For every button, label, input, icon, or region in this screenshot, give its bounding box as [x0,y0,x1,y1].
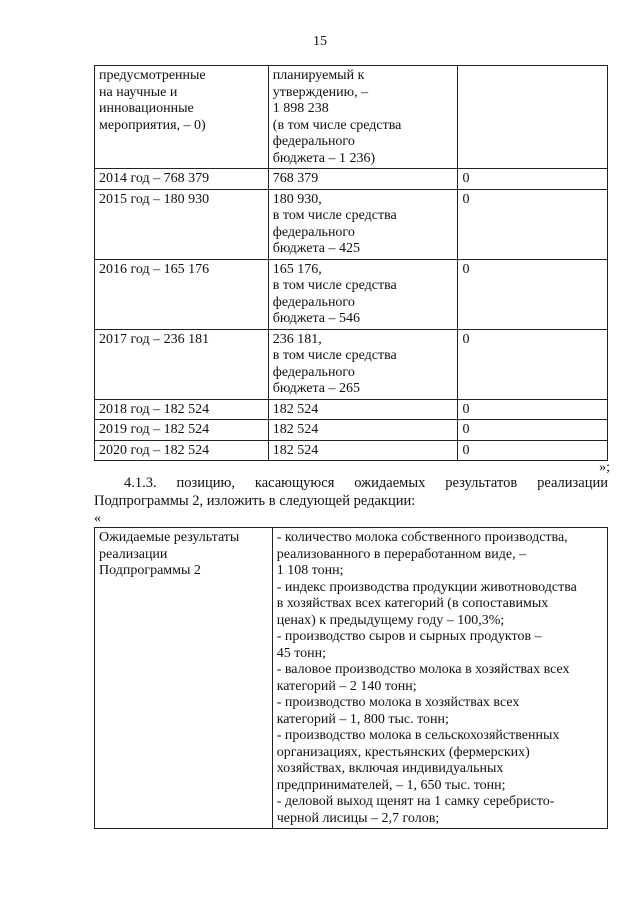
table-row [95,528,608,829]
table-row [95,399,608,420]
year-cell: 2019 год – 182 524 [95,420,269,441]
amount-cell: 236 181, в том числе средства федерального бюджета – 265 [268,329,458,399]
table-cell [458,66,608,169]
opening-quote: « [94,511,101,526]
amount-cell: 768 379 [268,169,458,190]
table-cell: планируемый к утверждению, – 1 898 238 (в том числе средства федерального бюджета – 1 236) [268,66,458,169]
list-item: - деловой выход щенят на 1 самку серебристо- черной лисицы – 2,7 голов; [276,794,555,826]
amount-cell: 180 930, в том числе средства федерального бюджета – 425 [268,189,458,259]
year-cell: 2020 год – 182 524 [95,440,269,461]
list-item: - валовое производство молока в хозяйствах всех категорий – 2 140 тонн; [276,662,570,694]
amount-cell: 182 524 [268,399,458,420]
funding-table [94,65,608,461]
table-row [95,189,608,259]
table-row [95,66,608,169]
other-cell: 0 [458,440,608,461]
table-row [95,169,608,190]
year-cell: 2017 год – 236 181 [95,329,269,399]
table-row [95,259,608,329]
page-number: 15 [313,34,327,49]
results-list [272,528,607,829]
other-cell: 0 [458,399,608,420]
list-item: - индекс производства продукции животноводства в хозяйствах всех категорий (в сопоставимых ценах) к предыдущему году – 100,3%; [276,579,577,628]
year-cell: 2016 год – 165 176 [95,259,269,329]
closing-quote: »; [599,460,610,475]
list-item: - количество молока собственного производства, реализованного в переработанном виде, – 1 108 тонн; [276,530,568,578]
results-table [94,527,608,829]
table-row [95,329,608,399]
list-item: - производство молока в сельскохозяйственных организациях, крестьянских (фермерских) хозяйствах, включая индивидуальных предпринимателей, – 1, 650 тыс. тонн; [276,728,560,793]
results-label: Ожидаемые результаты реализации Подпрограммы 2 [95,528,273,829]
table-cell: предусмотренные на научные и инновационные мероприятия, – 0) [95,66,269,169]
table-row [95,420,608,441]
amount-cell: 182 524 [268,440,458,461]
list-item: - производство молока в хозяйствах всех категорий – 1, 800 тыс. тонн; [276,695,520,727]
other-cell: 0 [458,189,608,259]
amount-cell: 182 524 [268,420,458,441]
table-row [95,440,608,461]
other-cell: 0 [458,169,608,190]
amount-cell: 165 176, в том числе средства федерального бюджета – 546 [268,259,458,329]
other-cell: 0 [458,259,608,329]
other-cell: 0 [458,420,608,441]
other-cell: 0 [458,329,608,399]
paragraph-line: Подпрограммы 2, изложить в следующей редакции: [94,493,416,509]
year-cell: 2015 год – 180 930 [95,189,269,259]
paragraph-line: 4.1.3. позицию, касающуюся ожидаемых результатов реализации [124,475,608,491]
amendment-paragraph [94,474,608,510]
list-item: - производство сыров и сырных продуктов – 45 тонн; [276,629,542,661]
year-cell: 2014 год – 768 379 [95,169,269,190]
year-cell: 2018 год – 182 524 [95,399,269,420]
